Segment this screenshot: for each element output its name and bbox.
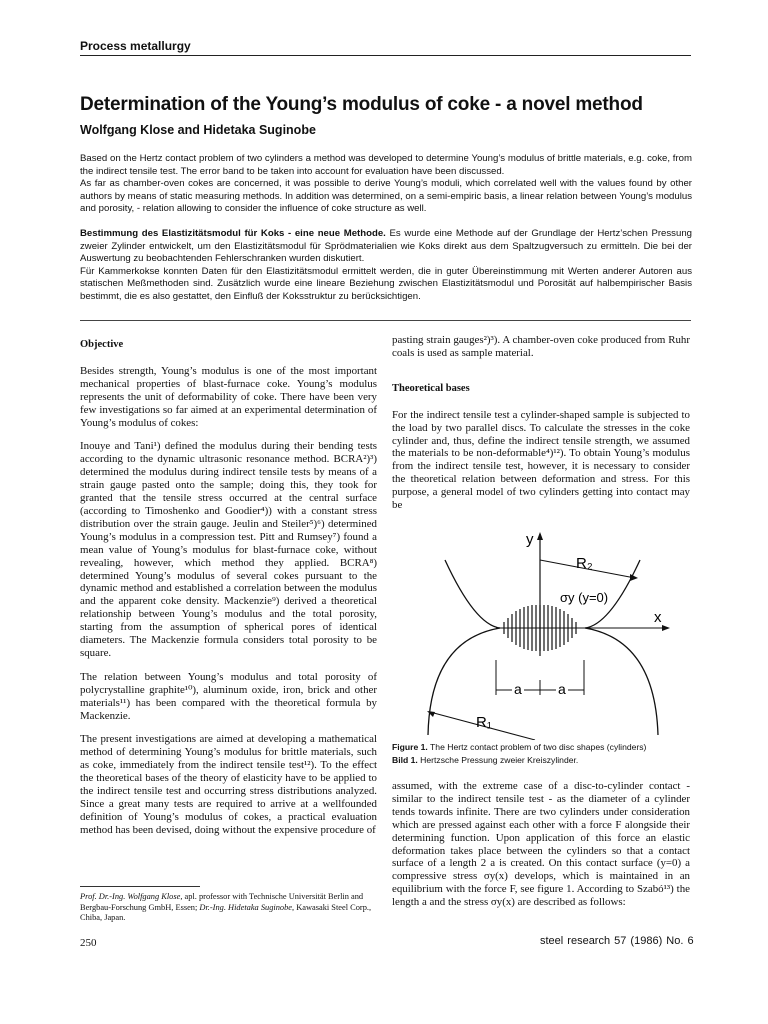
footnote-author2: Dr.-Ing. Hidetaka Suginobe	[199, 902, 292, 912]
cylinder-upper-arc	[445, 560, 500, 628]
x-axis-arrow	[662, 625, 670, 631]
abstract-german	[80, 228, 692, 304]
left-para-2: Inouye and Tani¹) defined the modulus during their bending tests according to the dynamic ultrasonic resonance method. BCRA²)³) determined the modulus during indirect tensile tests by means of a strain gauge pasted onto the sample; doing this, they took for granted that the tensile stress occurred at the central surface (according to Timoshenko and Goodier⁴)) with a constant stress distribution over the strain gauge. Jeulin and Steiler⁵)⁶) determined Young’s modulus in a compression test. Pitt and Rumsey⁷) found a mean value of Young’s modulus for blast-furnace coke, without revealing, however, which method they applied. BCRA⁸) determined Young’s modulus of several cokes pursuant to the dynamic method and established a correlation between the modulus and the apparent coke density. Mackenzie⁹) derived a theoretical relationship between Young’s modulus and the total porosity, starting from the assumption of spherical pores of identical diameters. The Mackenzie formula considers total porosity to be square.	[80, 440, 377, 659]
footnote-rule	[80, 886, 200, 887]
paper-title: Determination of the Young’s modulus of coke - a novel method	[80, 94, 643, 115]
abstract-de-p1	[80, 228, 692, 266]
abstract-rule	[80, 320, 691, 321]
caption-en-text: The Hertz contact problem of two disc shapes (cylinders)	[427, 742, 647, 752]
r2-arrow	[630, 574, 638, 581]
caption-de-label: Bild 1.	[392, 754, 418, 765]
r1-arrow	[427, 711, 435, 717]
left-para-1: Besides strength, Young’s modulus is one of the most important mechanical properties of blast-furnace coke. Young’s modulus represents the unit of deformability of coke. There have been very few investigations so far aimed at an experimental determination of Young’s modulus of cokes:	[80, 364, 377, 429]
abstract-en-p2: As far as chamber-oven cokes are concerned, it was possible to derive Young’s moduli, which correlated well with the values found by other authors by means of static measuring methods. In addition was determined, on a semi-empiric basis, a linear relation between Young’s modulus and porosity, - relation allowing to consider the influence of coke structure as well.	[80, 178, 692, 215]
right-para-2: assumed, with the extreme case of a disc-to-cylinder contact - similar to the indirect tensile test - as the diameter of a cylinder tends towards infinite. There are two cylinders under consideration which are pressed against each other with a force F alongside their determining function. Upon application of this force an elastic deformation takes place between the cylinders so that a contact surface of a length 2 a is created. On this contact surface (y=0) a compressive stress σy(x) develops, which is maintained in an equilibrium with the force F, see figure 1. According to Szabó¹³) the length a and the stress σy(x) are described as follows:	[392, 780, 690, 909]
heading-objective: Objective	[80, 339, 124, 350]
caption-en	[392, 741, 692, 754]
abstract-de-p2: Für Kammerkokse konnten Daten für den Elastizitätsmodul ermittelt werden, die in guter Übereinstimmung mit Werten anderer Autoren aus statischen Meßmethoden sind. Zusätzlich wurde eine lineare Beziehung zwischen Elastizitätsmodul und Porosität auf halbempirischer Basis bestimmt, die es also gestattet, den Einfluß der Koksstruktur zu berücksichtigen.	[80, 265, 692, 302]
abstract-english	[80, 153, 692, 216]
caption-de	[392, 754, 692, 767]
right-column-bottom	[392, 780, 690, 920]
label-y: y	[526, 531, 534, 548]
heading-theoretical-bases: Theoretical bases	[392, 382, 470, 394]
abstract-de-text1: Es wurde eine Methode auf der Grundlage der Hertz’schen Pressung zweier Zylinder entwickelt, um den Elastizitätsmodul für Sprödmaterialien wie Koks direkt aus dem Spaltzugversuch zu ermitteln. Die bei der Auswertung zu beobachtenden Fehlerschranken wurden diskutiert.	[80, 228, 692, 265]
cylinder-lower-arc-right	[585, 628, 658, 735]
caption-en-label: Figure 1.	[392, 742, 428, 752]
left-column	[80, 339, 377, 848]
figure-caption	[392, 741, 692, 766]
label-sigma: σy (y=0)	[560, 590, 609, 605]
figure-hertz-contact	[400, 530, 680, 740]
abstract-en-p1: Based on the Hertz contact problem of two cylinders a method was developed to determine Young’s modulus of brittle materials, e.g. coke, from the indirect tensile test. The error band to be taken into account for evaluation have been discussed.	[80, 153, 692, 177]
right-para-1: For the indirect tensile test a cylinder-shaped sample is subjected to the load by two parallel discs. To calculate the stresses in the coke cylinder and, thus, define the indirect tensile strength, we assumed the materials to be non-deformable⁴)¹²). To obtain Young’s modulus from the indirect tensile test, however, it is necessary to consider the theoretical relation between deformation and stress. For this purpose, a general model of two cylinders getting into contact may be	[392, 408, 690, 512]
header-rule	[80, 55, 691, 56]
authors: Wolfgang Klose and Hidetaka Suginobe	[80, 123, 316, 137]
label-a-left: a	[514, 681, 522, 697]
label-r1: R₁	[476, 714, 492, 731]
caption-de-text: Hertzsche Pressung zweier Kreiszylinder.	[417, 754, 579, 765]
footnote-text1: , apl. professor with Technische Universität Berlin and Bergbau-Forschung GmbH, Essen;	[80, 892, 364, 912]
section-label: Process metallurgy	[80, 39, 191, 53]
right-column-top	[392, 334, 690, 523]
right-intro: pasting strain gauges²)³). A chamber-oven coke produced from Ruhr coals is used as sample material.	[392, 334, 690, 359]
label-a-right: a	[558, 681, 566, 697]
journal-reference: steel research 57 (1986) No. 6	[540, 935, 694, 947]
author-footnote	[80, 892, 380, 924]
label-r2: R₂	[576, 555, 593, 572]
left-para-4: The present investigations are aimed at developing a mathematical method of determining Young’s modulus for brittle materials, such as coke, immediately from the indirect tensile test¹²). To the effect the theoretical bases of the theory of elasticity have to be applied to the indirect tensile test and occurring stress distributions analyzed. Since a great many tests are required to arrive at a wellfounded definition of Young’s modulus of cokes, a practical evaluation method has been devised, doing without the expensive procedure of	[80, 733, 377, 836]
left-para-3: The relation between Young’s modulus and total porosity of polycrystalline graphite¹⁰), aluminum oxide, iron, brick and other materials¹¹) has been compared with the theoretical formula by Mackenzie.	[80, 670, 377, 722]
label-x: x	[654, 609, 662, 626]
footnote-author1: Prof. Dr.-Ing. Wolfgang Klose	[80, 892, 181, 901]
y-axis-arrow	[537, 532, 543, 540]
page-number: 250	[80, 937, 97, 949]
footnote-text2: , Kawasaki Steel Corp., Chiba, Japan.	[80, 902, 372, 923]
abstract-de-title: Bestimmung des Elastizitätsmodul für Koks - eine neue Methode.	[80, 228, 386, 239]
